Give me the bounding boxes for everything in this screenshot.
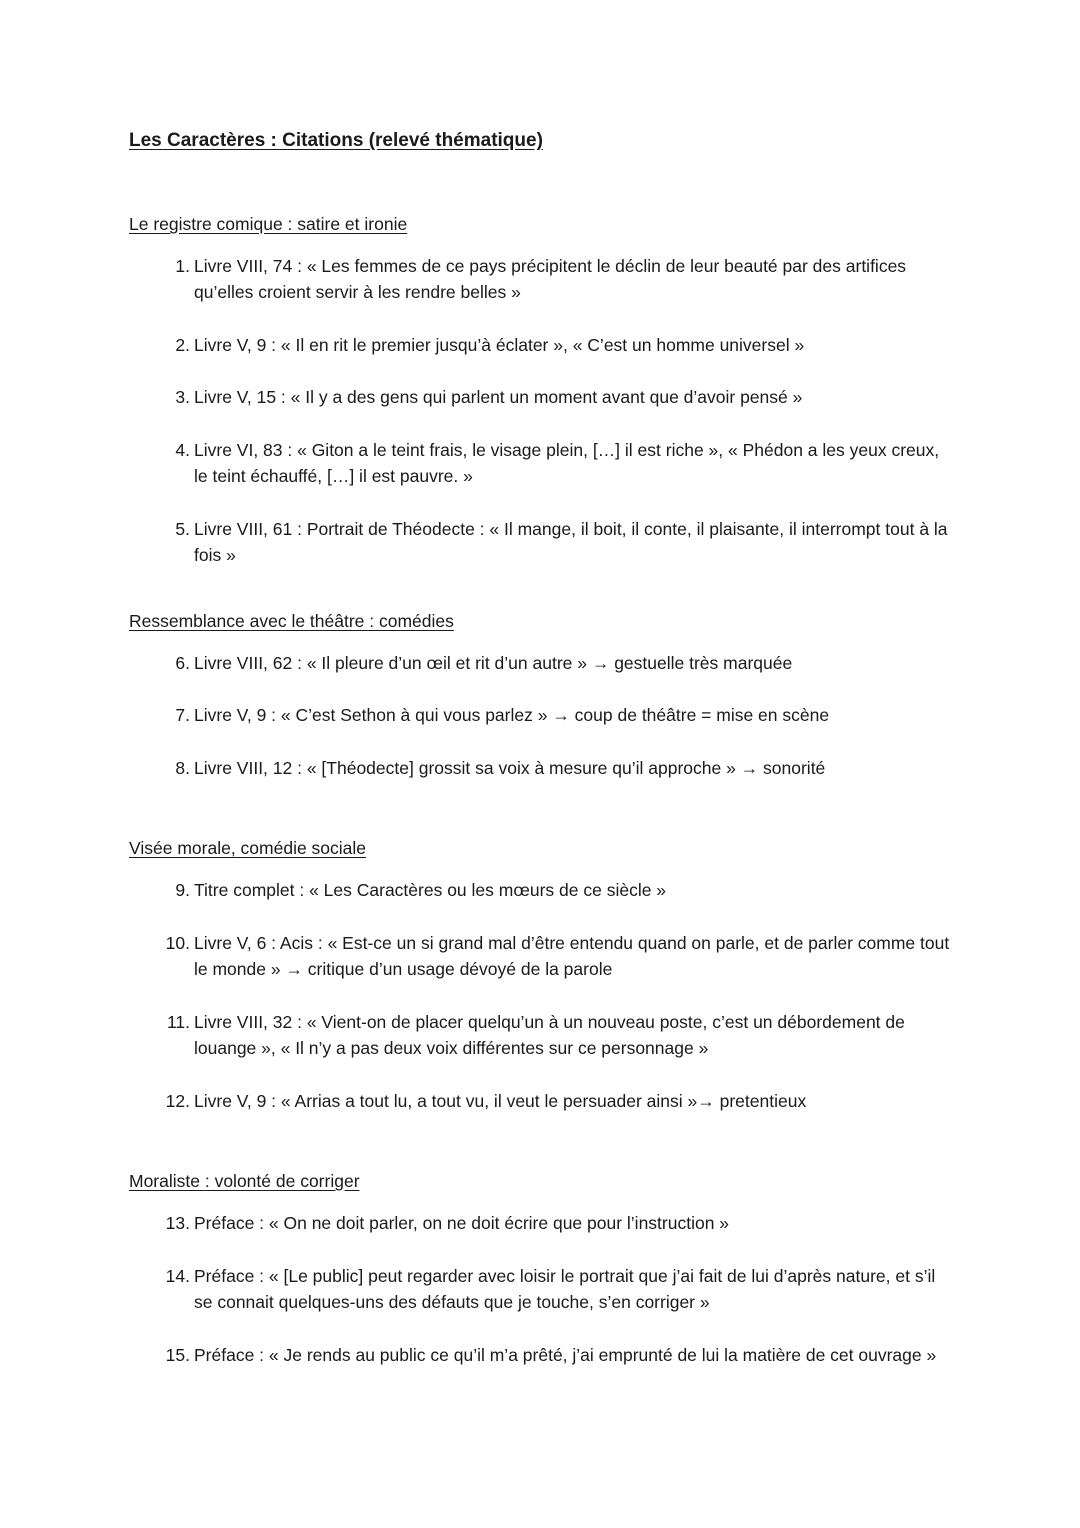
list-item <box>160 650 950 676</box>
item-text: Livre VI, 83 : « Giton a le teint frais, le visage plein, […] il est riche », « Phédon a les yeux creux, le teint échauffé, […] il est pauvre. » <box>194 440 940 486</box>
list-item <box>160 384 950 410</box>
item-text: Livre VIII, 12 : « [Théodecte] grossit sa voix à mesure qu’il approche » → sonorité <box>194 758 826 778</box>
item-number: 1. <box>175 256 190 276</box>
list-item <box>160 1263 950 1315</box>
item-text: Titre complet : « Les Caractères ou les mœurs de ce siècle » <box>194 880 667 900</box>
list-item <box>160 253 950 305</box>
item-text: Livre VIII, 61 : Portrait de Théodecte : « Il mange, il boit, il conte, il plaisante, il interrompt tout à la fois » <box>194 519 948 565</box>
list-item <box>160 1009 950 1061</box>
list-item <box>160 755 950 781</box>
item-number: 9. <box>175 880 190 900</box>
list-item <box>160 1210 950 1236</box>
item-number: 6. <box>175 653 190 673</box>
list-item <box>160 516 950 568</box>
item-text: Livre VIII, 32 : « Vient-on de placer quelqu’un à un nouveau poste, c’est un débordement de louange », « Il n’y a pas deux voix différentes sur ce personnage » <box>194 1012 905 1058</box>
section-heading-moral-aim: Visée morale, comédie sociale <box>129 838 367 858</box>
item-text: Livre V, 15 : « Il y a des gens qui parlent un moment avant que d’avoir pensé » <box>194 387 803 407</box>
section-heading-theatre: Ressemblance avec le théâtre : comédies <box>129 611 454 631</box>
item-number: 8. <box>175 758 190 778</box>
document-title: Les Caractères : Citations (relevé thématique) <box>129 130 543 151</box>
list-item <box>160 877 950 903</box>
section-heading-moralist: Moraliste : volonté de corriger <box>129 1171 360 1191</box>
item-text: Livre V, 6 : Acis : « Est-ce un si grand mal d’être entendu quand on parle, et de parler comme tout le monde » → critique d’un usage dévoyé de la parole <box>194 933 950 979</box>
item-number: 5. <box>175 519 190 539</box>
item-number: 13. <box>165 1213 190 1233</box>
list-item <box>160 702 950 728</box>
item-number: 14. <box>165 1266 190 1286</box>
list-item <box>160 437 950 489</box>
item-text: Livre V, 9 : « Il en rit le premier jusqu’à éclater », « C’est un homme universel » <box>194 335 805 355</box>
list-item <box>160 1342 950 1368</box>
item-number: 15. <box>165 1345 190 1365</box>
item-text: Préface : « Je rends au public ce qu’il m’a prêté, j’ai emprunté de lui la matière de cet ouvrage » <box>194 1345 937 1365</box>
list-item <box>160 1088 950 1114</box>
item-number: 2. <box>175 335 190 355</box>
item-text: Préface : « [Le public] peut regarder avec loisir le portrait que j’ai fait de lui d’après nature, et s’il se connait quelques-uns des défauts que je touche, s’en corriger » <box>194 1266 936 1312</box>
item-number: 4. <box>175 440 190 460</box>
list-item <box>160 332 950 358</box>
item-text: Livre VIII, 74 : « Les femmes de ce pays précipitent le déclin de leur beauté par des artifices qu’elles croient servir à les rendre belles » <box>194 256 907 302</box>
item-text: Livre VIII, 62 : « Il pleure d’un œil et rit d’un autre » → gestuelle très marquée <box>194 653 793 673</box>
item-number: 3. <box>175 387 190 407</box>
item-number: 11. <box>166 1012 190 1032</box>
section-heading-comic-register: Le registre comique : satire et ironie <box>129 214 408 234</box>
item-number: 12. <box>165 1091 190 1111</box>
list-item <box>160 930 950 982</box>
item-number: 7. <box>175 705 190 725</box>
item-text: Livre V, 9 : « Arrias a tout lu, a tout vu, il veut le persuader ainsi »→ pretentieux <box>194 1091 807 1111</box>
item-number: 10. <box>165 933 190 953</box>
item-text: Préface : « On ne doit parler, on ne doit écrire que pour l’instruction » <box>194 1213 730 1233</box>
item-text: Livre V, 9 : « C’est Sethon à qui vous parlez » → coup de théâtre = mise en scène <box>194 705 830 725</box>
